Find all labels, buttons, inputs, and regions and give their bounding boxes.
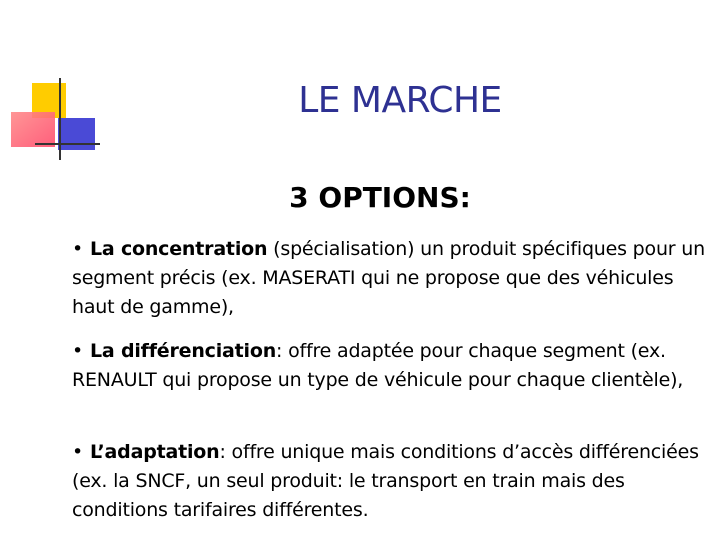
bullet-text: (spécialisation) un produit spécifiques pour un segment précis (ex. MASERATI qui ne propose que des véhicules haut de gamme),: [72, 238, 705, 318]
bullet-term: L’adaptation: [90, 441, 220, 463]
bullet-term: La différenciation: [90, 340, 277, 362]
slide-title: LE MARCHE: [298, 80, 502, 121]
slide-subtitle: 3 OPTIONS:: [289, 181, 471, 214]
bullet-term: La concentration: [90, 238, 268, 260]
bullet-item-adaptation: [72, 438, 708, 525]
template-logo-icon: [0, 0, 120, 180]
bullet-icon: •: [72, 238, 84, 260]
bullet-text: : offre adaptée pour chaque segment (ex. RENAULT qui propose un type de véhicule pour chaque clientèle),: [72, 340, 684, 391]
bullet-icon: •: [72, 441, 84, 463]
bullet-item-differenciation: [72, 337, 708, 395]
bullet-text: : offre unique mais conditions d’accès différenciées (ex. la SNCF, un seul produit: le transport en train mais des conditions tarifaires différentes.: [72, 441, 699, 521]
bullet-icon: •: [72, 340, 84, 362]
bullet-item-concentration: [72, 235, 708, 322]
